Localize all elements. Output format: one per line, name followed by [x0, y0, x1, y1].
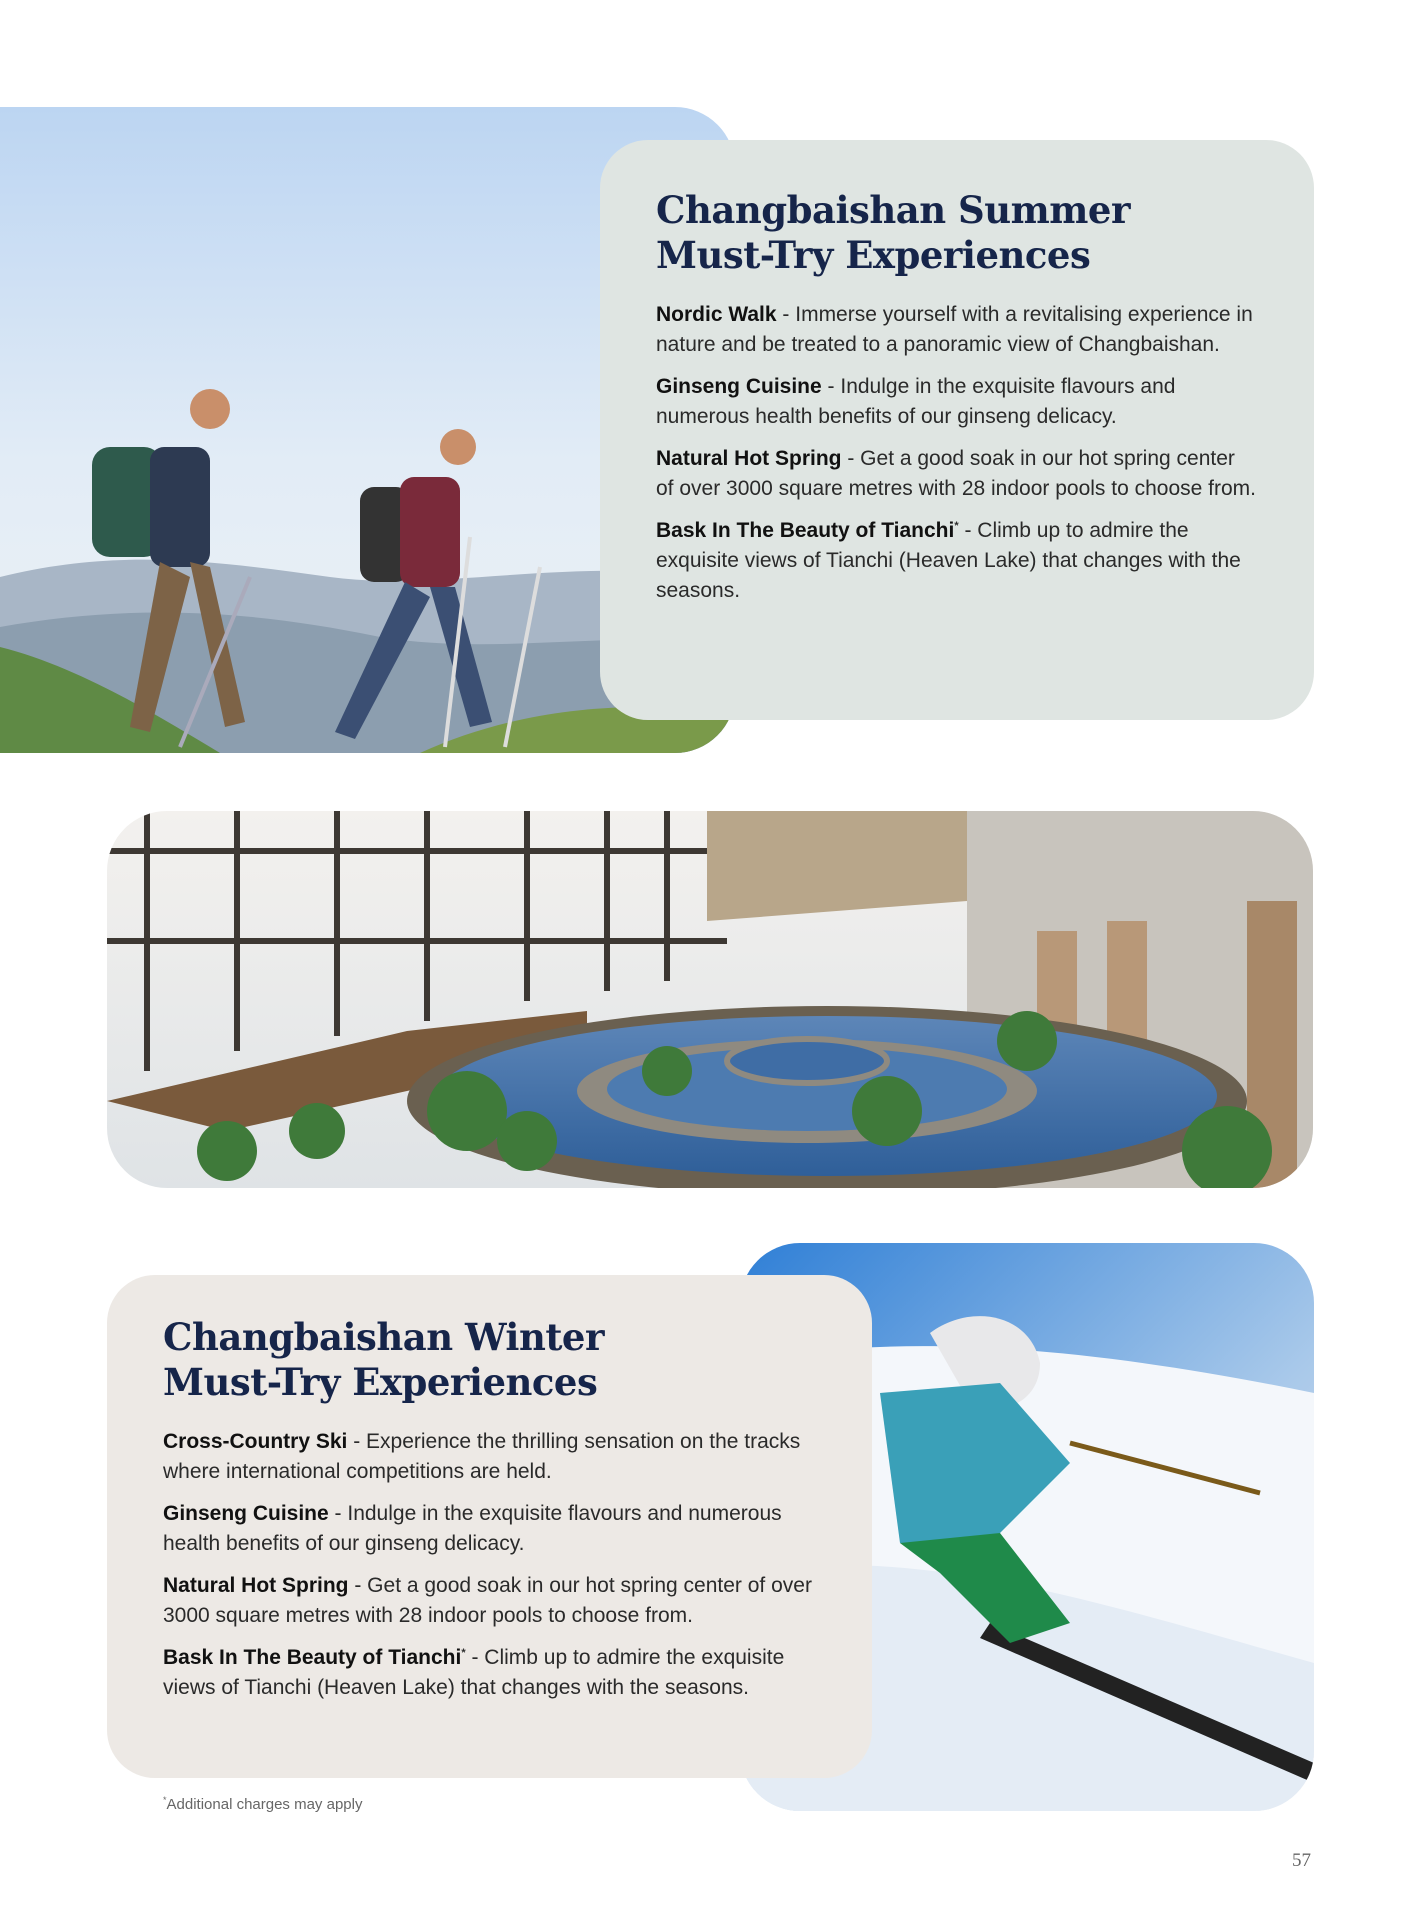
- winter-title-line-1: Changbaishan Winter: [163, 1315, 604, 1359]
- winter-title-line-2: Must-Try Experiences: [163, 1360, 598, 1404]
- winter-item: Cross-Country Ski - Experience the thrilling sensation on the tracks where international competitions are held.: [163, 1430, 801, 1483]
- indoor-hot-spring-photo: [107, 811, 1313, 1188]
- winter-experiences-card: [107, 1275, 872, 1778]
- footnote: *Additional charges may apply: [163, 1795, 363, 1813]
- winter-item: Bask In The Beauty of Tianchi* - Climb up to admire the exquisite views of Tianchi (Heaven Lake) that changes with the seasons.: [163, 1646, 785, 1699]
- winter-item: Ginseng Cuisine - Indulge in the exquisite flavours and numerous health benefits of our ginseng delicacy.: [163, 1502, 782, 1555]
- winter-item: Natural Hot Spring - Get a good soak in our hot spring center of over 3000 square metres with 28 indoor pools to choose from.: [163, 1574, 812, 1627]
- summer-title-line-2: Must-Try Experiences: [656, 233, 1091, 277]
- summer-item: Natural Hot Spring - Get a good soak in our hot spring center of over 3000 square metres with 28 indoor pools to choose from.: [656, 447, 1256, 500]
- summer-item: Nordic Walk - Immerse yourself with a revitalising experience in nature and be treated to a panoramic view of Changbaishan.: [656, 303, 1253, 356]
- summer-title-line-1: Changbaishan Summer: [656, 188, 1130, 232]
- page-number: 57: [1292, 1850, 1311, 1871]
- winter-title: [163, 1315, 816, 1405]
- summer-title: [656, 188, 1258, 278]
- summer-item: Bask In The Beauty of Tianchi* - Climb up to admire the exquisite views of Tianchi (Heaven Lake) that changes with the seasons.: [656, 519, 1241, 602]
- summer-experiences-card: [600, 140, 1314, 720]
- summer-item: Ginseng Cuisine - Indulge in the exquisite flavours and numerous health benefits of our ginseng delicacy.: [656, 375, 1176, 428]
